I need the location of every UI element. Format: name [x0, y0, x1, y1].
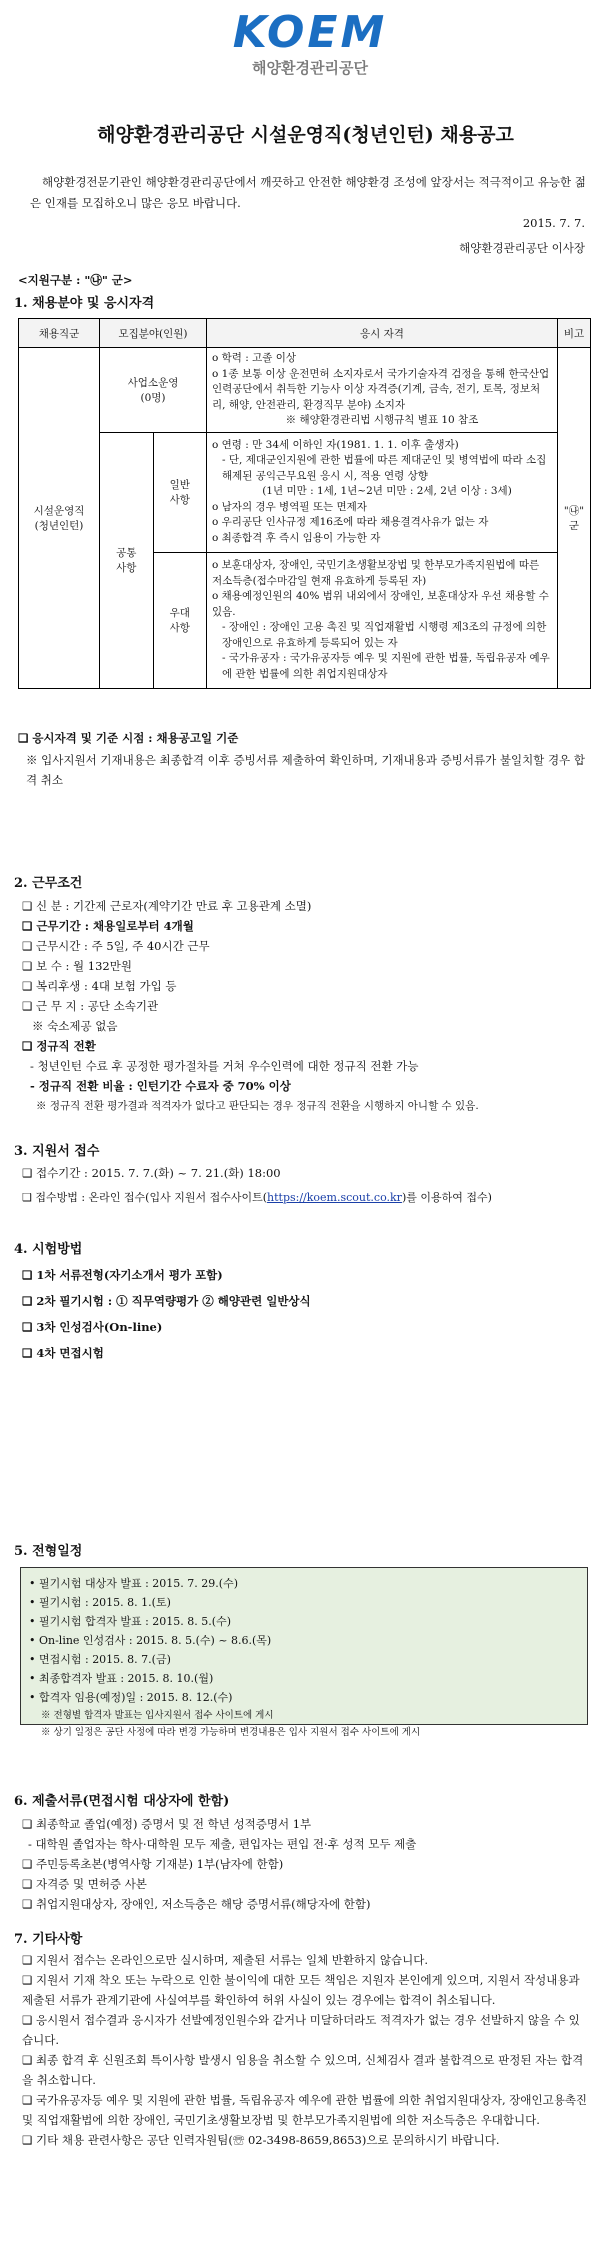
- qual-item: o 채용예정인원의 40% 범위 내외에서 장애인, 보훈대상자 우선 채용할 수 있음.: [212, 590, 549, 618]
- section-2-heading: 2. 근무조건: [14, 876, 83, 891]
- document-item: ❑ 취업지원대상자, 장애인, 저소득층은 해당 증명서류(해당자에 한함): [22, 1897, 371, 1911]
- schedule-note: ※ 전형별 합격자 발표는 입사지원서 접수 사이트에 게시: [41, 1710, 274, 1721]
- preferred-cell: 우대 사항: [153, 552, 207, 688]
- other-item: ❑ 응시원서 접수결과 응시자가 선발예정인원수와 같거나 미달하더라도 적격자가 없는 경우 선발하지 않을 수 있습니다.: [22, 2013, 580, 2047]
- method-item: ❑ 4차 면접시험: [22, 1346, 104, 1360]
- field-operation-cell: 사업소운영 (0명): [100, 348, 207, 433]
- condition-housing-note: ※ 숙소제공 없음: [32, 1019, 118, 1033]
- job-group-cell: 시설운영직 (청년인턴): [19, 348, 100, 689]
- common-cell: 공통 사항: [100, 432, 154, 688]
- header-qualification: 응시 자격: [207, 319, 558, 348]
- schedule-item: • 필기시험 : 2015. 8. 1.(토): [29, 1596, 171, 1609]
- schedule-box: [20, 1567, 588, 1738]
- header-field: 모집분야(인원): [100, 319, 207, 348]
- document-item: ❑ 주민등록초본(병역사항 기재분) 1부(남자에 한함): [22, 1857, 284, 1871]
- preferred-qualifications: [207, 552, 558, 688]
- condition-location: ❑ 근 무 지 : 공단 소속기관: [22, 999, 159, 1013]
- section-6-heading: 6. 제출서류(면접시험 대상자에 한함): [14, 1794, 230, 1809]
- qual-item: (1년 미만 : 1세, 1년~2년 미만 : 2세, 2년 이상 : 3세): [262, 485, 512, 498]
- section-7-heading: 7. 기타사항: [14, 1932, 83, 1947]
- schedule-item: • 합격자 임용(예정)일 : 2015. 8. 12.(수): [29, 1691, 233, 1704]
- qual-item: - 국가유공자 : 국가유공자등 예우 및 지원에 관한 법률, 독립유공자 예우에 관한 법률에 의한 취업지원대상자: [222, 652, 550, 680]
- qual-item: - 단, 제대군인지원에 관한 법률에 따른 제대군인 및 병역법에 따라 소집해제된 공익근무요원 응시 시, 적용 연령 상향: [222, 454, 547, 482]
- notice-date: 2015. 7. 7.: [522, 216, 585, 230]
- note-cell: "㉯" 군: [558, 348, 591, 689]
- qualification-basis: ❑ 응시자격 및 기준 시점 : 채용공고일 기준: [18, 731, 239, 745]
- schedule-item: • 면접시험 : 2015. 8. 7.(금): [29, 1653, 171, 1666]
- condition-welfare: ❑ 복리후생 : 4대 보험 가입 등: [22, 979, 177, 993]
- document-item: ❑ 자격증 및 면허증 사본: [22, 1877, 147, 1891]
- apply-method: [22, 1188, 597, 1208]
- section-5-heading: 5. 전형일정: [14, 1544, 83, 1559]
- notice-issuer: 해양환경관리공단 이사장: [459, 241, 585, 255]
- schedule-item: • 필기시험 합격자 발표 : 2015. 8. 5.(수): [29, 1615, 231, 1628]
- section-3-heading: 3. 지원서 접수: [14, 1144, 100, 1159]
- document-item: ❑ 최종학교 졸업(예정) 증명서 및 전 학년 성적증명서 1부: [22, 1817, 312, 1831]
- qual-item: o 최종합격 후 즉시 임용이 가능한 자: [212, 531, 381, 544]
- general-cell: 일반 사항: [153, 432, 207, 552]
- qual-item: o 보훈대상자, 장애인, 국민기초생활보장법 및 한부모가족지원법에 따른 저소득층(접수마감일 현재 유효하게 등록된 자): [212, 559, 540, 587]
- condition-conversion: ❑ 정규직 전환: [22, 1039, 96, 1053]
- apply-method-suffix: )를 이용하여 접수): [401, 1191, 492, 1204]
- support-category: <지원구분 : "㉯" 군>: [18, 273, 133, 287]
- methods-list: [22, 1262, 311, 1366]
- qual-item: - 장애인 : 장애인 고용 촉진 및 직업재활법 시행령 제3조의 규정에 의한 장애인으로 유효하게 등록되어 있는 자: [222, 621, 547, 649]
- documents-list: [22, 1814, 592, 1914]
- koem-logo: [230, 8, 390, 88]
- header-job-group: 채용직군: [19, 319, 100, 348]
- field-operation-qualifications: [207, 348, 558, 433]
- other-item: ❑ 지원서 기재 착오 또는 누락으로 인한 불이익에 대한 모든 책임은 지원자 본인에게 있으며, 지원서 작성내용과 제출된 서류가 관계기관에 사실여부를 확인하여 허위 사실이 있는 경우에는 합격이 취소됩니다.: [22, 1973, 580, 2007]
- schedule-item: • On-line 인성검사 : 2015. 8. 5.(수) ~ 8.6.(목): [29, 1634, 272, 1647]
- method-item: ❑ 3차 인성검사(On-line): [22, 1320, 163, 1334]
- other-item: ❑ 지원서 접수는 온라인으로만 실시하며, 제출된 서류는 일체 반환하지 않습니다.: [22, 1953, 429, 1967]
- condition-status: ❑ 신 분 : 기간제 근로자(계약기간 만료 후 고용관계 소멸): [22, 899, 312, 913]
- qual-item: ※ 해양환경관리법 시행규칙 별표 10 참조: [285, 414, 479, 426]
- general-qualifications: [207, 432, 558, 552]
- conditions-list: [22, 896, 592, 1116]
- page-title: 해양환경관리공단 시설운영직(청년인턴) 채용공고: [97, 124, 514, 146]
- section-4-heading: 4. 시험방법: [14, 1242, 83, 1257]
- conversion-ratio: - 정규직 전환 비율 : 인턴기간 수료자 중 70% 이상: [30, 1079, 291, 1093]
- qual-item: o 1종 보통 이상 운전면허 소지자로서 국가기술자격 검정을 통해 한국산업인력공단에서 취득한 기능사 이상 자격증(기계, 금속, 전기, 토목, 정보처리, 해양, 안전관리, 환경직무 분야) 소지자: [212, 367, 550, 411]
- schedule-note: ※ 상기 일정은 공단 사정에 따라 변경 가능하며 변경내용은 입사 지원서 접수 사이트에 게시: [41, 1727, 421, 1738]
- conversion-note: ※ 정규직 전환 평가결과 적격자가 없다고 판단되는 경우 정규직 전환을 시행하지 아니할 수 있음.: [36, 1100, 479, 1112]
- other-item: ❑ 기타 채용 관련사항은 공단 인력자원팀(☏ 02-3498-8659,8653)으로 문의하시기 바랍니다.: [22, 2133, 500, 2147]
- logo-wordmark: KOEM: [232, 7, 388, 58]
- qualification-note: ※ 입사지원서 기재내용은 최종합격 이후 증빙서류 제출하여 확인하며, 기재내용과 증빙서류가 불일치할 경우 합격 취소: [26, 753, 585, 787]
- apply-site-link[interactable]: https://koem.scout.co.kr: [267, 1191, 402, 1204]
- conversion-detail: - 청년인턴 수료 후 공정한 평가절차를 거쳐 우수인력에 대한 정규직 전환 가능: [30, 1059, 419, 1073]
- qual-item: o 남자의 경우 병역필 또는 면제자: [212, 500, 367, 513]
- apply-period: ❑ 접수기간 : 2015. 7. 7.(화) ~ 7. 21.(화) 18:00: [22, 1166, 281, 1180]
- method-item: ❑ 1차 서류전형(자기소개서 평가 포함): [22, 1268, 223, 1282]
- qual-item: o 연령 : 만 34세 이하인 자(1981. 1. 1. 이후 출생자): [212, 438, 459, 451]
- other-item: ❑ 국가유공자등 예우 및 지원에 관한 법률, 독립유공자 예우에 관한 법률에 의한 취업지원대상자, 장애인고용촉진 및 직업재활법에 의한 장애인, 국민기초생활보장법 및 한부모가족지원법에 의한 저소득층은 우대합니다.: [22, 2093, 588, 2127]
- schedule-item: • 필기시험 대상자 발표 : 2015. 7. 29.(수): [29, 1577, 238, 1590]
- section-1-heading: 1. 채용분야 및 응시자격: [14, 296, 155, 311]
- qual-item: o 우리공단 인사규정 제16조에 따라 채용결격사유가 없는 자: [212, 516, 489, 529]
- qualification-table: [18, 318, 591, 689]
- condition-period: ❑ 근무기간 : 채용일로부터 4개월: [22, 919, 194, 933]
- other-item: ❑ 최종 합격 후 신원조회 특이사항 발생시 임용을 취소할 수 있으며, 신체검사 결과 불합격으로 판정된 자는 합격을 취소합니다.: [22, 2053, 584, 2087]
- header-note: 비고: [558, 319, 591, 348]
- intro-paragraph: 해양환경전문기관인 해양환경관리공단에서 깨끗하고 안전한 해양환경 조성에 앞장서는 적극적이고 유능한 젊은 인재를 모집하오니 많은 응모 바랍니다.: [30, 175, 586, 210]
- method-item: ❑ 2차 필기시험 : ① 직무역량평가 ② 해양관련 일반상식: [22, 1294, 311, 1308]
- others-list: [22, 1950, 590, 2150]
- apply-method-prefix: ❑ 접수방법 : 온라인 접수(입사 지원서 접수사이트(: [22, 1191, 268, 1204]
- condition-hours: ❑ 근무시간 : 주 5일, 주 40시간 근무: [22, 939, 210, 953]
- condition-pay: ❑ 보 수 : 월 132만원: [22, 959, 132, 973]
- document-item: - 대학원 졸업자는 학사·대학원 모두 제출, 편입자는 편입 전·후 성적 모두 제출: [28, 1837, 417, 1851]
- logo-subtitle: 해양환경관리공단: [252, 59, 368, 77]
- schedule-item: • 최종합격자 발표 : 2015. 8. 10.(월): [29, 1672, 214, 1685]
- qual-item: o 학력 : 고졸 이상: [212, 352, 297, 364]
